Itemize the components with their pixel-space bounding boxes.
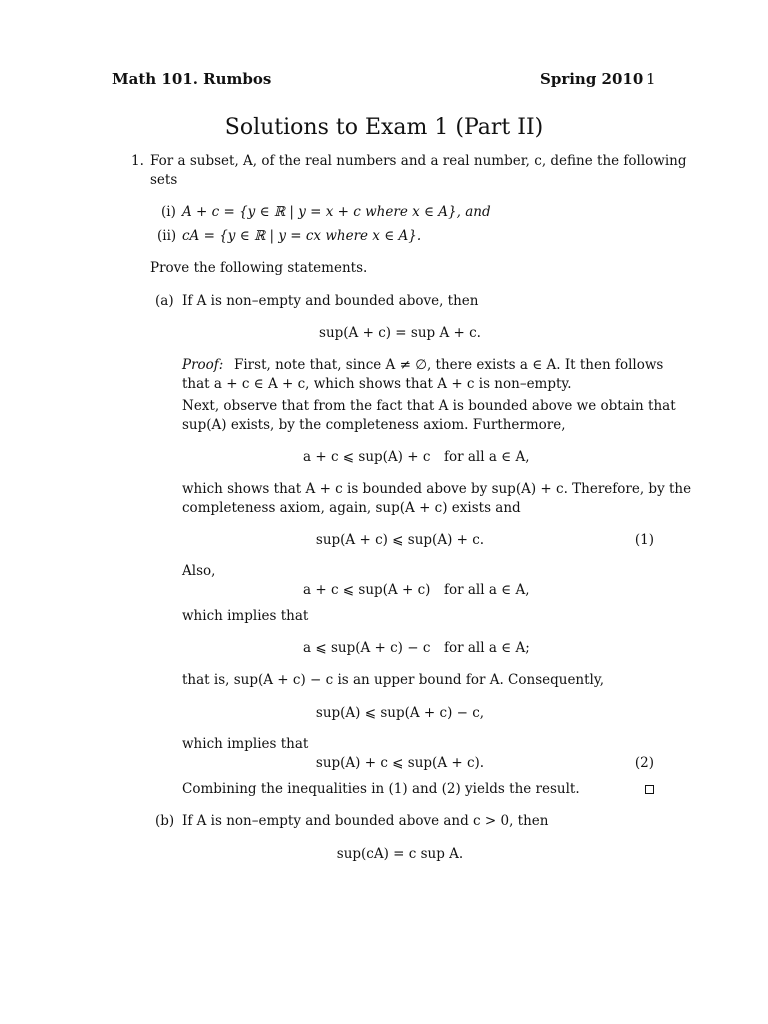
which-implies-2: which implies that [182, 736, 309, 752]
part-a-statement: If A is non–empty and bounded above, then [182, 293, 479, 309]
proof-p3-line2: completeness axiom, again, sup(A + c) exists and [182, 500, 521, 516]
header-course: Math 101. Rumbos [112, 70, 272, 88]
proof-label: Proof: [182, 357, 224, 373]
combining-text: Combining the inequalities in (1) and (2) yields the result. [182, 781, 580, 797]
problem-intro-line2: sets [150, 172, 178, 188]
equation-2: sup(A) + c ⩽ sup(A + c). [315, 755, 485, 771]
definition-ii: cA = {y ∈ ℝ | y = cx where x ∈ A}. [182, 228, 422, 244]
header-term: Spring 2010 [540, 70, 644, 88]
inequality-a2: a + c ⩽ sup(A + c) [303, 582, 431, 598]
page-title: Solutions to Exam 1 (Part II) [224, 115, 544, 140]
that-is-text: that is, sup(A + c) − c is an upper bound for A. Consequently, [182, 672, 604, 688]
definition-i-label: (i) [161, 204, 176, 220]
part-b-statement: If A is non–empty and bounded above and c > 0, then [182, 813, 549, 829]
inequality-a4: sup(A) ⩽ sup(A + c) − c, [315, 705, 485, 721]
prove-instruction: Prove the following statements. [150, 260, 368, 276]
definition-ii-label: (ii) [157, 228, 177, 244]
also-text: Also, [182, 563, 216, 579]
problem-intro-line1: For a subset, A, of the real numbers and a real number, c, define the following [150, 153, 687, 169]
which-implies-1: which implies that [182, 608, 309, 624]
equation-1: sup(A + c) ⩽ sup(A) + c. [315, 532, 485, 548]
for-all-3: for all a ∈ A; [444, 640, 530, 656]
proof-p2-line2: sup(A) exists, by the completeness axiom. Furthermore, [182, 417, 566, 433]
inequality-a3: a ⩽ sup(A + c) − c [303, 640, 431, 656]
equation-2-number: (2) [634, 755, 654, 771]
page-number: 1 [646, 70, 656, 88]
definition-i: A + c = {y ∈ ℝ | y = x + c where x ∈ A}, and [182, 204, 491, 220]
part-b-claim: sup(cA) = c sup A. [336, 846, 464, 862]
proof-p3-line1: which shows that A + c is bounded above by sup(A) + c. Therefore, by the [182, 481, 692, 497]
proof-p1-line1: First, note that, since A ≠ ∅, there exists a ∈ A. It then follows [234, 357, 664, 373]
problem-number: 1. [131, 153, 144, 169]
inequality-a1: a + c ⩽ sup(A) + c [303, 449, 431, 465]
part-a-label: (a) [155, 293, 174, 309]
for-all-2: for all a ∈ A, [444, 582, 530, 598]
part-b-label: (b) [155, 813, 175, 829]
qed-square-icon [645, 785, 654, 794]
equation-1-number: (1) [634, 532, 654, 548]
proof-p1-line2: that a + c ∈ A + c, which shows that A + c is non–empty. [182, 376, 572, 392]
part-a-claim: sup(A + c) = sup A + c. [319, 325, 481, 341]
for-all-1: for all a ∈ A, [444, 449, 530, 465]
proof-p2-line1: Next, observe that from the fact that A is bounded above we obtain that [182, 398, 676, 414]
